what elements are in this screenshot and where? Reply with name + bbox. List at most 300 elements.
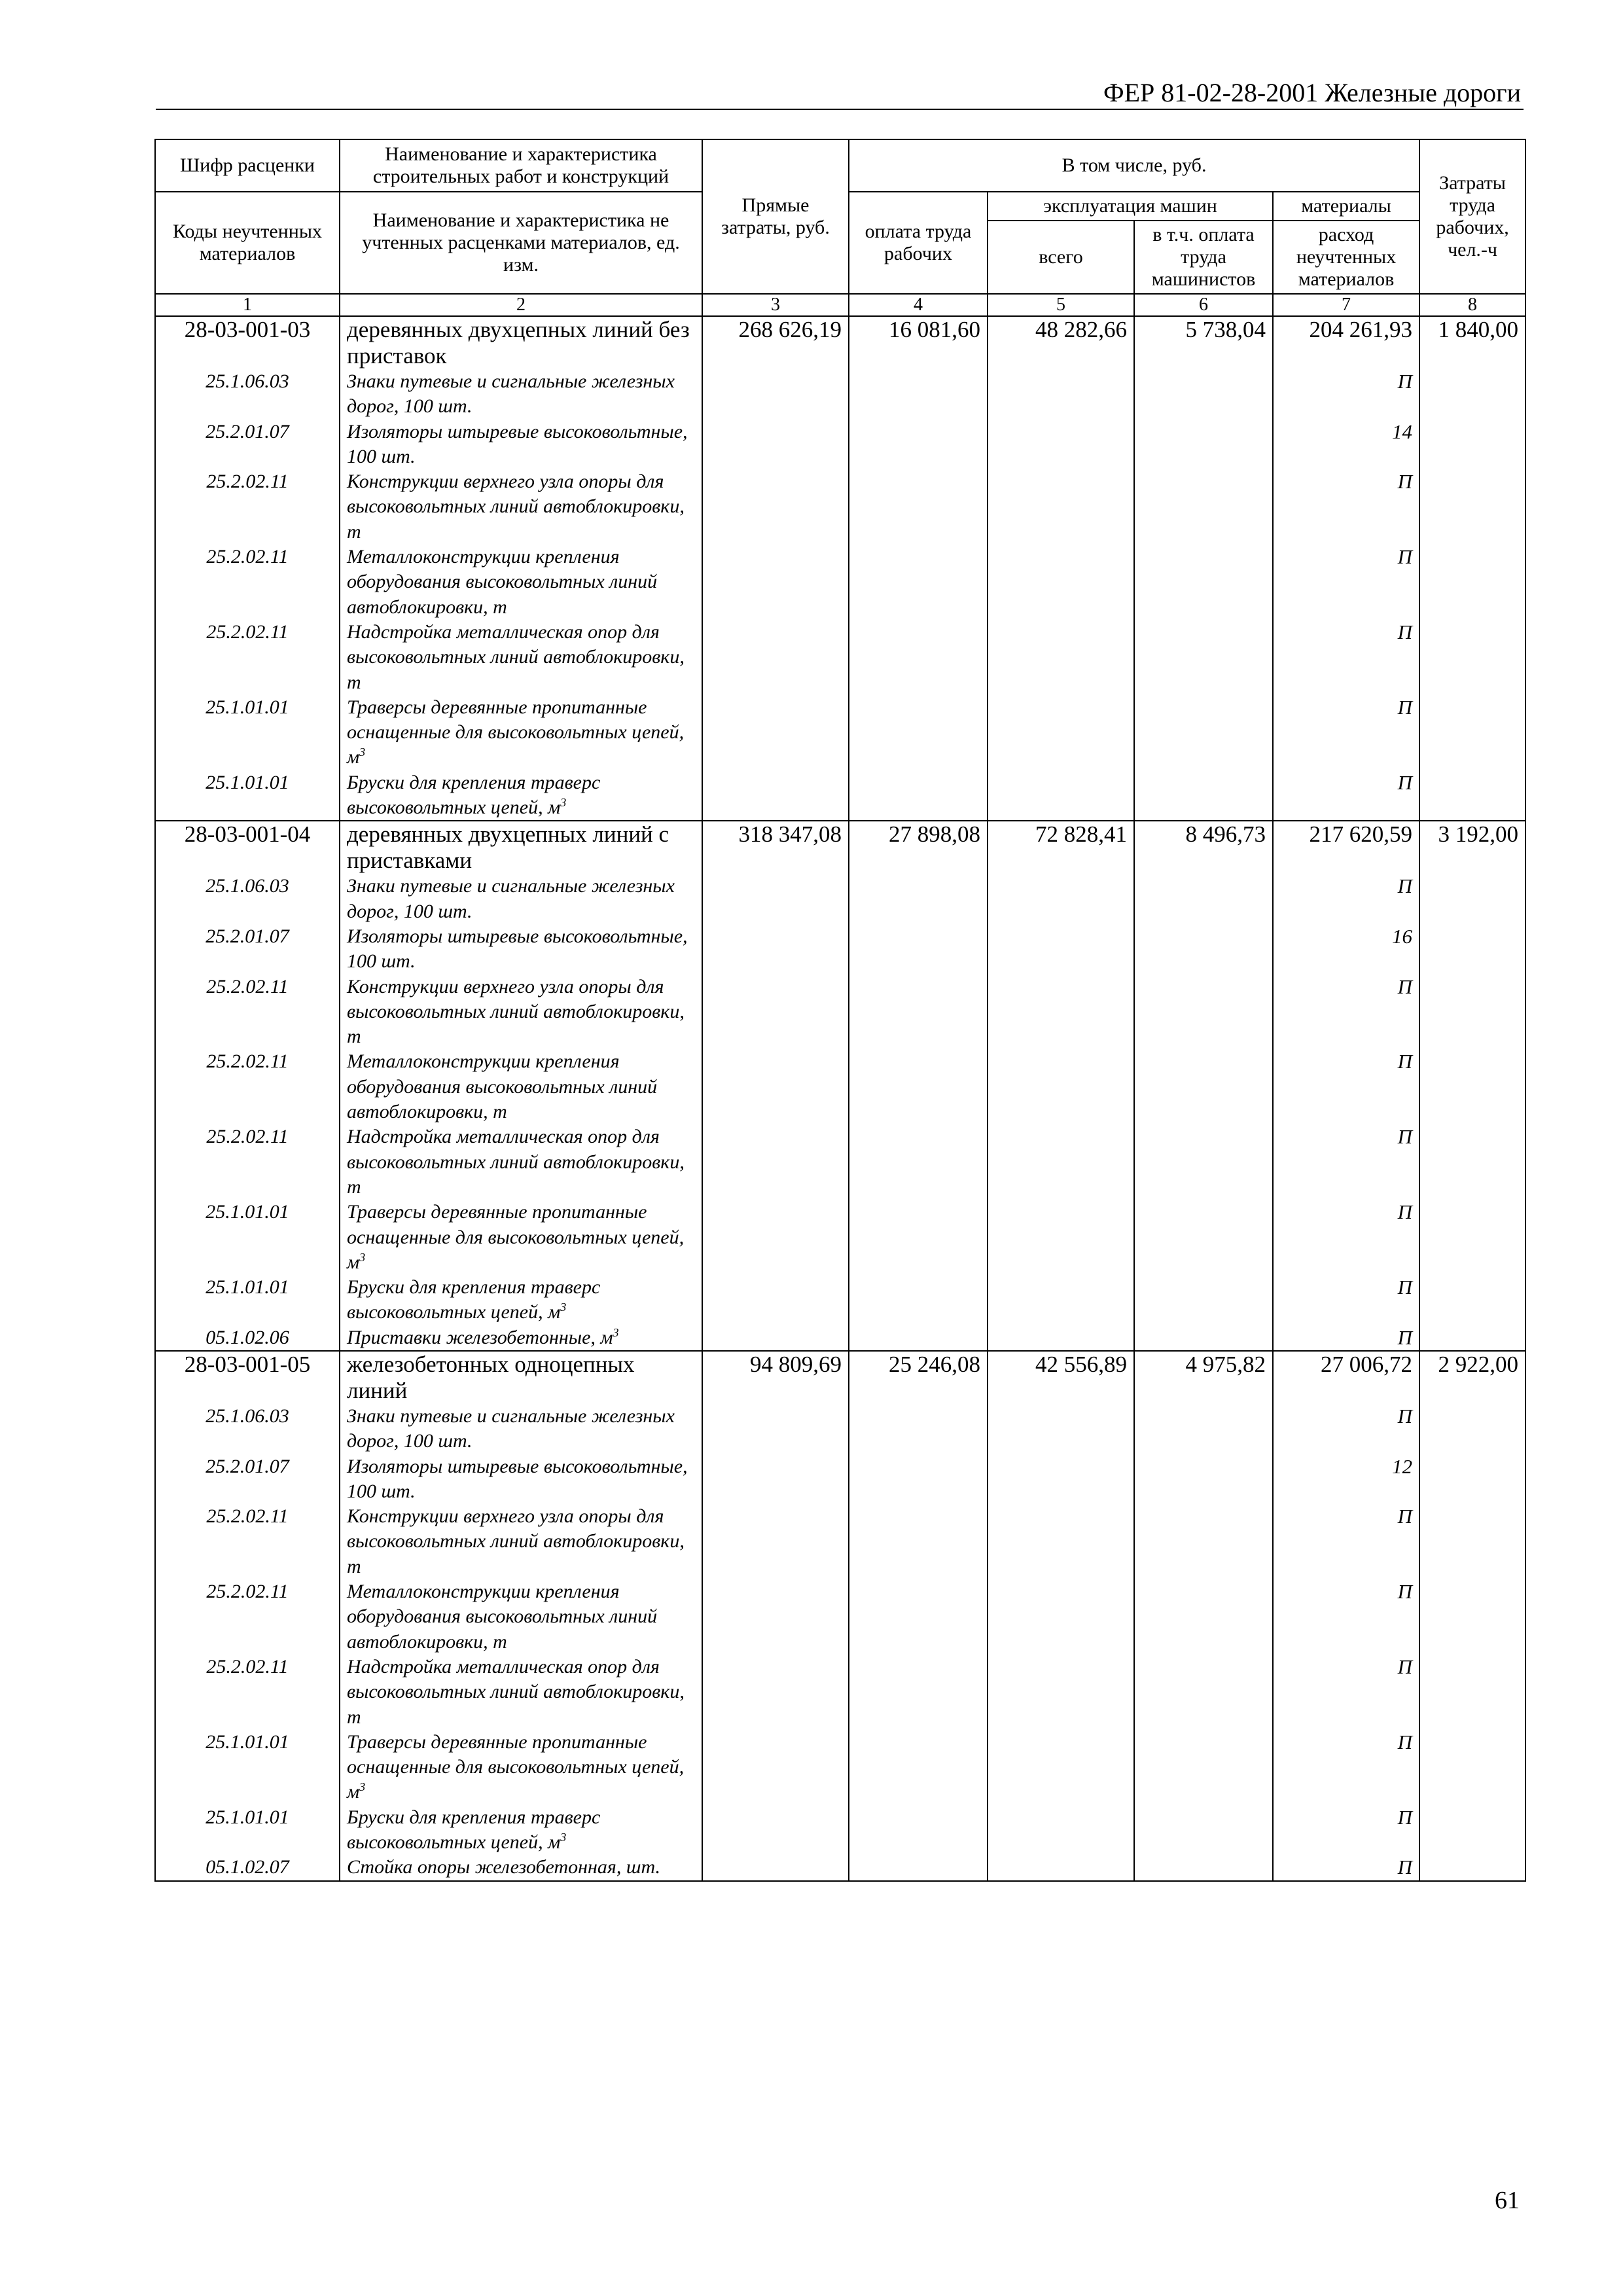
empty-cell: [849, 1404, 988, 1454]
rate-name-text: деревянных двухцепных линий без приставок: [347, 317, 690, 368]
material-qty-text: П: [1397, 370, 1413, 393]
empty-cell: [1419, 1454, 1525, 1505]
empty-cell: [1419, 420, 1525, 470]
material-name: [340, 1504, 702, 1579]
material-code: [155, 1730, 340, 1805]
material-row: [155, 1855, 1525, 1880]
rate-name: [340, 821, 702, 874]
header-including: В том числе, руб.: [849, 139, 1419, 192]
empty-cell: [988, 1655, 1134, 1730]
material-code-text: 25.1.06.03: [205, 1405, 289, 1427]
material-qty: [1273, 924, 1419, 975]
material-code-text: 25.2.02.11: [206, 546, 289, 568]
material-code-text: 05.1.02.07: [205, 1856, 289, 1878]
labor-hours-text: 3 192,00: [1438, 821, 1519, 848]
empty-cell: [849, 695, 988, 770]
empty-cell: [1419, 545, 1525, 620]
material-qty: [1273, 1730, 1419, 1805]
empty-cell: [702, 1275, 849, 1325]
empty-cell: [1419, 1855, 1525, 1880]
material-qty-text: П: [1397, 1730, 1413, 1753]
empty-cell: [1134, 620, 1273, 695]
empty-cell: [988, 1404, 1134, 1454]
material-row: [155, 620, 1525, 695]
pay-workers: [849, 316, 988, 369]
material-qty: [1273, 469, 1419, 545]
material-qty: [1273, 1200, 1419, 1275]
material-name: [340, 1730, 702, 1805]
empty-cell: [702, 1049, 849, 1124]
rate-row: [155, 316, 1525, 369]
empty-cell: [1419, 1404, 1525, 1454]
material-name-text: Конструкции верхнего узла опоры для высоковольтных линий автоблокировки, т: [347, 975, 685, 1048]
empty-cell: [1134, 1655, 1273, 1730]
material-qty: [1273, 620, 1419, 695]
empty-cell: [702, 1730, 849, 1805]
empty-cell: [988, 1504, 1134, 1579]
material-code-text: 25.2.02.11: [206, 1050, 289, 1073]
empty-cell: [988, 1049, 1134, 1124]
empty-cell: [849, 924, 988, 975]
empty-cell: [1419, 975, 1525, 1050]
empty-cell: [702, 1200, 849, 1275]
empty-cell: [1134, 874, 1273, 924]
direct-cost: [702, 316, 849, 369]
empty-cell: [1419, 874, 1525, 924]
empty-cell: [1419, 1504, 1525, 1579]
material-code: [155, 1404, 340, 1454]
empty-cell: [988, 369, 1134, 420]
material-name-text: Надстройка металлическая опор для высоковольтных линий автоблокировки, т: [347, 620, 685, 693]
material-qty: [1273, 1124, 1419, 1200]
material-row: [155, 1504, 1525, 1579]
empty-cell: [1419, 1730, 1525, 1805]
empty-cell: [988, 1730, 1134, 1805]
material-name-text: Изоляторы штыревые высоковольтные, 100 шт.: [347, 1455, 688, 1502]
material-name-text: Знаки путевые и сигнальные железных дорог, 100 шт.: [347, 875, 675, 922]
material-name-text: Бруски для крепления траверс высоковольтных цепей, м: [347, 1276, 601, 1323]
material-name-text: Знаки путевые и сигнальные железных дорог, 100 шт.: [347, 1405, 675, 1452]
material-row: [155, 1579, 1525, 1655]
material-code-text: 25.2.01.07: [205, 420, 289, 442]
empty-cell: [849, 1325, 988, 1351]
rate-code: [155, 821, 340, 874]
rate-code-text: 28-03-001-05: [184, 1351, 311, 1377]
empty-cell: [849, 975, 988, 1050]
empty-cell: [1134, 1049, 1273, 1124]
material-name: [340, 1454, 702, 1505]
material-name-text: Стойка опоры железобетонная, шт.: [347, 1856, 661, 1878]
material-code-text: 25.1.01.01: [205, 1806, 289, 1828]
rate-code-text: 28-03-001-04: [184, 821, 311, 848]
table-body: [155, 316, 1525, 1881]
empty-cell: [1134, 975, 1273, 1050]
empty-cell: [1419, 1325, 1525, 1351]
rate-name: [340, 316, 702, 369]
material-name-text: Бруски для крепления траверс высоковольтных цепей, м: [347, 1806, 601, 1854]
empty-cell: [849, 545, 988, 620]
column-number: 7: [1273, 294, 1419, 316]
material-qty: [1273, 1275, 1419, 1325]
rate-row: [155, 1351, 1525, 1404]
empty-cell: [988, 545, 1134, 620]
material-code-text: 25.1.01.01: [205, 771, 289, 793]
empty-cell: [702, 1579, 849, 1655]
empty-cell: [1134, 1504, 1273, 1579]
material-row: [155, 1124, 1525, 1200]
material-code-text: 25.1.01.01: [205, 1276, 289, 1299]
unit-power-superscript: 3: [613, 1325, 619, 1339]
empty-cell: [988, 1805, 1134, 1856]
material-code-text: 25.2.02.11: [206, 1126, 289, 1148]
empty-cell: [702, 1805, 849, 1856]
empty-cell: [1134, 770, 1273, 821]
header-pay-workers: оплата труда рабочих: [849, 192, 988, 294]
labor-hours-text: 1 840,00: [1438, 317, 1519, 342]
material-code: [155, 420, 340, 470]
material-name: [340, 1655, 702, 1730]
material-qty: [1273, 770, 1419, 821]
material-qty: [1273, 1655, 1419, 1730]
material-name: [340, 369, 702, 420]
empty-cell: [988, 469, 1134, 545]
header-materials: материалы: [1273, 192, 1419, 221]
header-incl-pay-drivers: в т.ч. оплата труда машинистов: [1134, 221, 1273, 294]
material-row: [155, 1730, 1525, 1805]
material-name: [340, 1275, 702, 1325]
pay-workers-text: 25 246,08: [889, 1351, 980, 1377]
empty-cell: [1419, 1275, 1525, 1325]
empty-cell: [988, 770, 1134, 821]
direct-cost-text: 318 347,08: [738, 821, 842, 848]
machines-total: [988, 316, 1134, 369]
empty-cell: [988, 1579, 1134, 1655]
material-code-text: 25.2.02.11: [206, 975, 289, 997]
empty-cell: [1419, 924, 1525, 975]
material-name-text: Траверсы деревянные пропитанные оснащенные для высоковольтных цепей, м: [347, 1731, 685, 1803]
empty-cell: [1419, 1200, 1525, 1275]
material-name: [340, 975, 702, 1050]
empty-cell: [1134, 1200, 1273, 1275]
empty-cell: [988, 620, 1134, 695]
material-qty: [1273, 1504, 1419, 1579]
rates-table: [154, 139, 1526, 1882]
material-qty-text: П: [1397, 1050, 1413, 1073]
machines-pay: [1134, 1351, 1273, 1404]
material-code-text: 25.2.02.11: [206, 1655, 289, 1677]
material-name: [340, 1049, 702, 1124]
header-direct: Прямые затраты, руб.: [702, 139, 849, 294]
material-qty-text: 14: [1392, 420, 1413, 443]
empty-cell: [849, 1655, 988, 1730]
empty-cell: [849, 874, 988, 924]
material-row: [155, 369, 1525, 420]
material-qty: [1273, 1579, 1419, 1655]
header-rule: [156, 109, 1524, 110]
column-number: 6: [1134, 294, 1273, 316]
material-name: [340, 1325, 702, 1351]
empty-cell: [1134, 695, 1273, 770]
material-row: [155, 1275, 1525, 1325]
material-qty-text: П: [1397, 1404, 1413, 1427]
material-row: [155, 924, 1525, 975]
material-qty: [1273, 1404, 1419, 1454]
empty-cell: [702, 420, 849, 470]
pay-workers-text: 16 081,60: [889, 317, 980, 342]
empty-cell: [849, 1504, 988, 1579]
empty-cell: [1419, 1805, 1525, 1856]
column-number: 5: [988, 294, 1134, 316]
material-code: [155, 620, 340, 695]
empty-cell: [988, 1124, 1134, 1200]
empty-cell: [702, 770, 849, 821]
material-code: [155, 924, 340, 975]
materials-cost: [1273, 1351, 1419, 1404]
material-qty-text: П: [1397, 470, 1413, 493]
machines-pay-text: 8 496,73: [1185, 821, 1266, 848]
empty-cell: [849, 1730, 988, 1805]
machines-pay: [1134, 821, 1273, 874]
material-qty-text: П: [1397, 545, 1413, 569]
material-code: [155, 469, 340, 545]
empty-cell: [988, 1275, 1134, 1325]
material-code-text: 25.2.02.11: [206, 620, 289, 643]
empty-cell: [1419, 1579, 1525, 1655]
materials-cost-text: 217 620,59: [1309, 821, 1413, 848]
material-name-text: Конструкции верхнего узла опоры для высоковольтных линий автоблокировки, т: [347, 471, 685, 543]
direct-cost-text: 268 626,19: [738, 317, 842, 342]
column-number: 8: [1419, 294, 1525, 316]
unit-power-superscript: 3: [560, 796, 567, 810]
material-qty: [1273, 1454, 1419, 1505]
empty-cell: [1419, 1049, 1525, 1124]
material-qty-text: 16: [1392, 924, 1413, 948]
header-consumption: расход неучтенных материалов: [1273, 221, 1419, 294]
pay-workers: [849, 1351, 988, 1404]
empty-cell: [1134, 545, 1273, 620]
empty-cell: [849, 469, 988, 545]
empty-cell: [988, 924, 1134, 975]
empty-cell: [1419, 1655, 1525, 1730]
unit-power-superscript: 3: [560, 1300, 567, 1314]
material-qty: [1273, 1805, 1419, 1856]
rate-name: [340, 1351, 702, 1404]
unit-power-superscript: 3: [359, 745, 366, 759]
material-name: [340, 1124, 702, 1200]
material-code-text: 05.1.02.06: [205, 1326, 289, 1348]
material-code: [155, 1579, 340, 1655]
material-name: [340, 770, 702, 821]
material-name: [340, 1404, 702, 1454]
material-code-text: 25.1.06.03: [205, 875, 289, 897]
pay-workers-text: 27 898,08: [889, 821, 980, 848]
material-code: [155, 1655, 340, 1730]
empty-cell: [849, 1855, 988, 1880]
material-row: [155, 1049, 1525, 1124]
empty-cell: [849, 1579, 988, 1655]
material-qty-text: П: [1397, 1200, 1413, 1224]
empty-cell: [702, 1655, 849, 1730]
header-labor: Затраты труда рабочих, чел.-ч: [1419, 139, 1525, 294]
material-qty: [1273, 545, 1419, 620]
material-code: [155, 874, 340, 924]
machines-total-text: 42 556,89: [1035, 1351, 1127, 1377]
material-qty-text: 12: [1392, 1454, 1413, 1478]
empty-cell: [988, 1454, 1134, 1505]
empty-cell: [1419, 620, 1525, 695]
unit-power-superscript: 3: [560, 1831, 567, 1844]
material-qty-text: П: [1397, 1505, 1413, 1528]
empty-cell: [702, 469, 849, 545]
empty-cell: [702, 620, 849, 695]
rate-code: [155, 1351, 340, 1404]
empty-cell: [702, 1454, 849, 1505]
empty-cell: [988, 874, 1134, 924]
empty-cell: [1134, 1124, 1273, 1200]
empty-cell: [702, 975, 849, 1050]
material-row: [155, 770, 1525, 821]
rate-code-text: 28-03-001-03: [184, 317, 311, 342]
labor-hours-text: 2 922,00: [1438, 1351, 1519, 1377]
material-name: [340, 469, 702, 545]
material-code-text: 25.2.02.11: [206, 1581, 289, 1603]
empty-cell: [1419, 469, 1525, 545]
empty-cell: [702, 924, 849, 975]
material-name-text: Металлоконструкции крепления оборудования высоковольтных линий автоблокировки, т: [347, 1050, 658, 1123]
material-row: [155, 1325, 1525, 1351]
material-code-text: 25.2.02.11: [206, 471, 289, 493]
material-row: [155, 975, 1525, 1050]
material-code: [155, 1454, 340, 1505]
direct-cost: [702, 1351, 849, 1404]
material-code: [155, 1200, 340, 1275]
material-qty: [1273, 695, 1419, 770]
material-code: [155, 1855, 340, 1880]
empty-cell: [1419, 770, 1525, 821]
material-code-text: 25.1.06.03: [205, 370, 289, 392]
empty-cell: [1134, 369, 1273, 420]
empty-cell: [702, 1325, 849, 1351]
material-code: [155, 1275, 340, 1325]
material-code-text: 25.1.01.01: [205, 696, 289, 718]
rate-name-text: железобетонных одноцепных линий: [347, 1351, 635, 1403]
material-code: [155, 369, 340, 420]
rate-row: [155, 821, 1525, 874]
material-code: [155, 1124, 340, 1200]
unit-power-superscript: 3: [359, 1250, 366, 1264]
material-code: [155, 1805, 340, 1856]
empty-cell: [702, 874, 849, 924]
column-number: 3: [702, 294, 849, 316]
empty-cell: [1134, 1579, 1273, 1655]
empty-cell: [702, 1404, 849, 1454]
empty-cell: [849, 1124, 988, 1200]
material-code: [155, 1049, 340, 1124]
material-row: [155, 874, 1525, 924]
material-name: [340, 1805, 702, 1856]
material-row: [155, 545, 1525, 620]
empty-cell: [702, 1504, 849, 1579]
material-name-text: Изоляторы штыревые высоковольтные, 100 шт.: [347, 420, 688, 467]
column-number: 4: [849, 294, 988, 316]
material-code: [155, 975, 340, 1050]
material-qty: [1273, 1855, 1419, 1880]
material-name-text: Траверсы деревянные пропитанные оснащенные для высоковольтных цепей, м: [347, 696, 685, 768]
header-name-unaccounted: Наименование и характеристика не учтенных расценками материалов, ед. изм.: [340, 192, 702, 294]
material-name-text: Надстройка металлическая опор для высоковольтных линий автоблокировки, т: [347, 1126, 685, 1198]
direct-cost-text: 94 809,69: [750, 1351, 842, 1377]
empty-cell: [849, 1200, 988, 1275]
machines-total: [988, 1351, 1134, 1404]
material-name-text: Конструкции верхнего узла опоры для высоковольтных линий автоблокировки, т: [347, 1505, 685, 1577]
empty-cell: [988, 975, 1134, 1050]
empty-cell: [849, 1805, 988, 1856]
rate-code: [155, 316, 340, 369]
material-name: [340, 924, 702, 975]
machines-total-text: 72 828,41: [1035, 821, 1127, 848]
labor-hours: [1419, 821, 1525, 874]
material-qty: [1273, 874, 1419, 924]
material-name: [340, 874, 702, 924]
rate-name-text: деревянных двухцепных линий с приставками: [347, 821, 669, 874]
material-code-text: 25.2.02.11: [206, 1505, 289, 1528]
material-name-text: Надстройка металлическая опор для высоковольтных линий автоблокировки, т: [347, 1655, 685, 1728]
empty-cell: [702, 545, 849, 620]
materials-cost: [1273, 821, 1419, 874]
pay-workers: [849, 821, 988, 874]
empty-cell: [849, 1049, 988, 1124]
empty-cell: [988, 1200, 1134, 1275]
material-qty-text: П: [1397, 1655, 1413, 1678]
material-name: [340, 695, 702, 770]
empty-cell: [1134, 1730, 1273, 1805]
empty-cell: [849, 770, 988, 821]
material-qty-text: П: [1397, 1125, 1413, 1149]
material-name: [340, 545, 702, 620]
material-qty: [1273, 1049, 1419, 1124]
empty-cell: [1134, 1454, 1273, 1505]
material-row: [155, 1200, 1525, 1275]
header-name-main: Наименование и характеристика строительных работ и конструкций: [340, 139, 702, 192]
machines-total-text: 48 282,66: [1035, 317, 1127, 342]
material-qty-text: П: [1397, 1805, 1413, 1829]
empty-cell: [988, 1325, 1134, 1351]
material-name-text: Металлоконструкции крепления оборудования высоковольтных линий автоблокировки, т: [347, 546, 658, 618]
material-name: [340, 1200, 702, 1275]
material-row: [155, 1454, 1525, 1505]
empty-cell: [1134, 420, 1273, 470]
material-code: [155, 1325, 340, 1351]
material-name-text: Изоляторы штыревые высоковольтные, 100 шт.: [347, 925, 688, 973]
material-qty: [1273, 1325, 1419, 1351]
material-code: [155, 695, 340, 770]
empty-cell: [1134, 469, 1273, 545]
empty-cell: [849, 369, 988, 420]
empty-cell: [1419, 695, 1525, 770]
direct-cost: [702, 821, 849, 874]
empty-cell: [849, 1275, 988, 1325]
material-qty-text: П: [1397, 975, 1413, 998]
unit-power-superscript: 3: [359, 1780, 366, 1794]
empty-cell: [988, 1855, 1134, 1880]
material-qty-text: П: [1397, 770, 1413, 794]
page-number: 61: [1495, 2187, 1520, 2214]
material-row: [155, 469, 1525, 545]
material-code: [155, 1504, 340, 1579]
empty-cell: [702, 369, 849, 420]
material-code-text: 25.1.01.01: [205, 1731, 289, 1753]
material-qty-text: П: [1397, 1856, 1413, 1879]
